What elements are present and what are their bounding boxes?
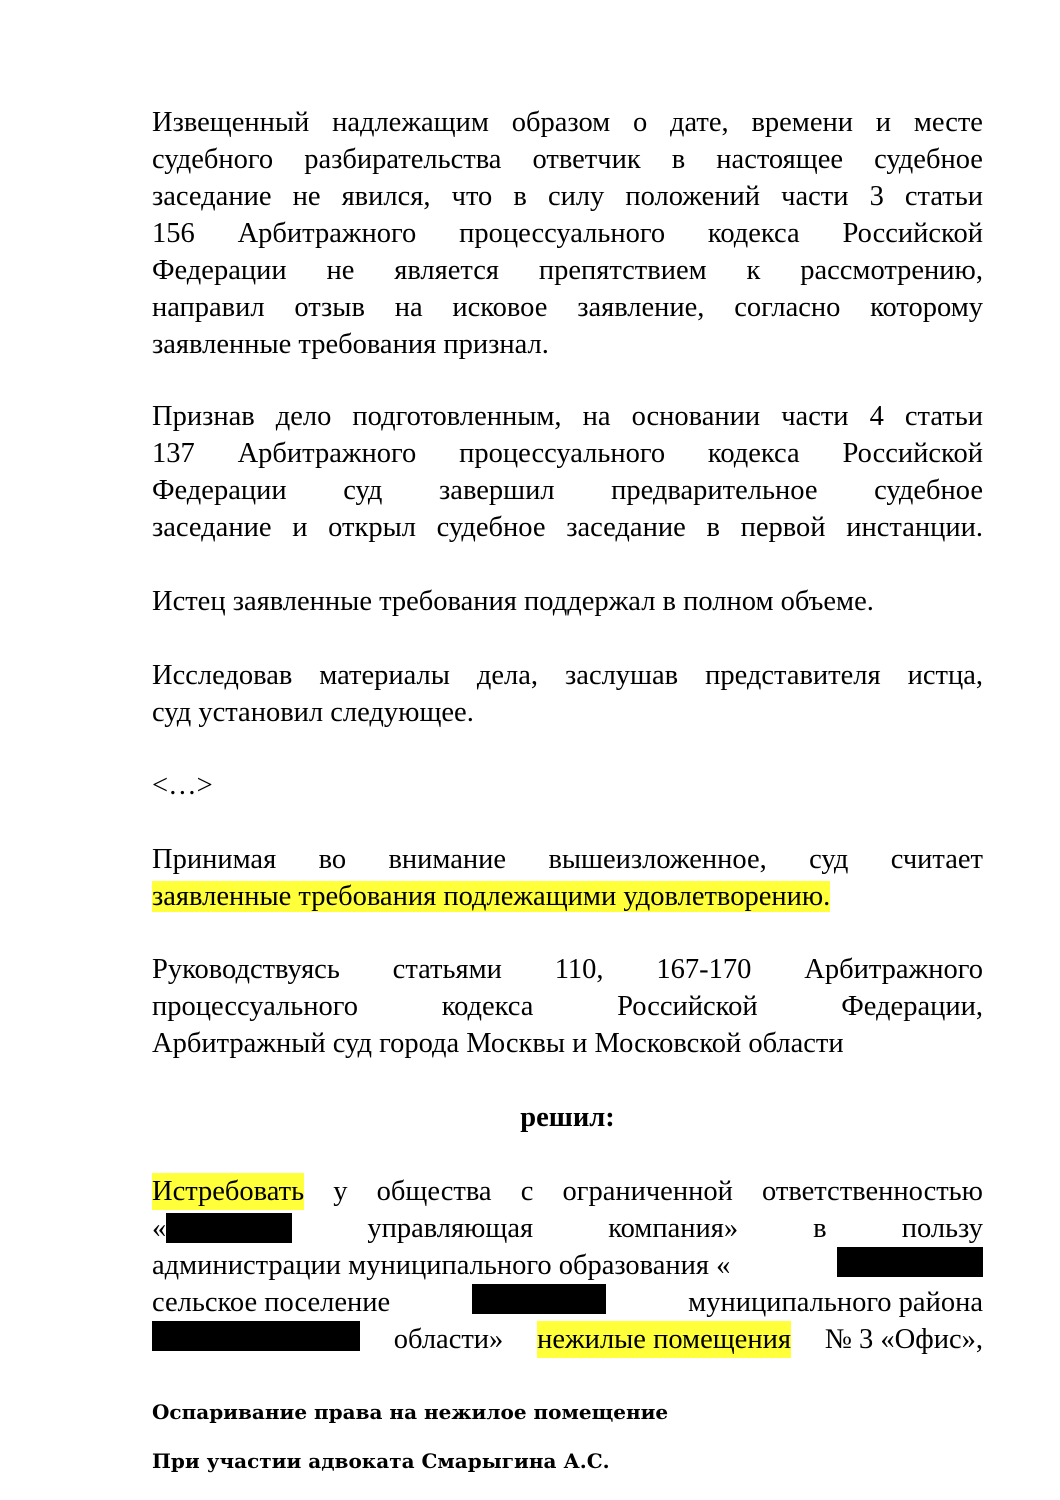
word: внимание [388,844,507,875]
highlighted-text: заявленные требования подлежащими удовлетворению. [152,881,831,912]
redaction-block [472,1284,606,1314]
word: инстанции. [846,512,983,543]
word: Федерации [152,255,287,286]
word: отзыв [294,292,365,323]
word: Арбитражного [237,218,417,249]
word: с [520,1176,534,1207]
paragraph-defendant-notice [152,104,983,363]
word: согласно [734,292,841,323]
word: заседание [152,181,272,212]
redaction-block [152,1321,360,1351]
word: статьи [904,401,983,432]
text-line [152,841,983,878]
text-line [152,104,983,141]
word: Арбитражного [237,438,417,469]
text-line [152,1210,983,1247]
highlighted-text: Истребовать [152,1173,304,1210]
word: Российской [842,218,983,249]
word: Извещенный [152,107,310,138]
text-segment: муниципального района [688,1287,983,1318]
paragraph-plaintiff-support [152,583,983,620]
paragraph-guided-by [152,951,983,1062]
word: статьями [392,954,502,985]
word: положений [625,181,761,212]
word: процессуального [459,438,666,469]
text-segment: администрации муниципального образования « [152,1250,731,1281]
text-line: заявленные требования признал. [152,329,549,360]
word: 4 [869,401,884,432]
word: Федерации [152,475,287,506]
word: первой [740,512,826,543]
ellipsis-text: <…> [152,770,213,801]
text-line [152,178,983,215]
word: суд [343,475,383,506]
word: суд [809,844,849,875]
word: кодекса [441,991,534,1022]
word: Руководствуясь [152,954,340,985]
word: и [875,107,892,138]
word: Признав [152,401,255,432]
text-line [152,472,983,509]
text-segment: компания» [608,1213,739,1244]
text-line [152,398,983,435]
word: судебного [152,144,274,175]
highlighted-text: нежилые помещения [537,1321,791,1358]
text-line: Истец заявленные требования поддержал в полном объеме. [152,586,874,617]
redaction-block [837,1247,983,1277]
word: Федерации, [841,991,983,1022]
word: не [326,255,355,286]
omission-marker [152,767,983,804]
paragraph-court-established [152,657,983,731]
word: образом [511,107,611,138]
text-line [152,141,983,178]
word: предварительное [611,475,818,506]
word: о [632,107,648,138]
word: заседание [566,512,686,543]
text-line [152,878,983,915]
word: препятствием [538,255,707,286]
text-line [152,1247,983,1284]
word: исковое [452,292,548,323]
text-segment: области» [393,1324,504,1355]
word: на [394,292,423,323]
word: заявление, [577,292,705,323]
word: и [292,512,308,543]
decision-heading [152,1099,983,1136]
word: дела, [476,660,539,691]
word: процессуального [459,218,666,249]
word: заседание [152,512,272,543]
word: ответственностью [761,1176,983,1207]
text-segment: сельское поселение [152,1287,391,1318]
word: части [781,181,849,212]
word: в [671,144,686,175]
word: Принимая [152,844,277,875]
word: статьи [904,181,983,212]
word: заслушав [565,660,679,691]
word: представителя [705,660,881,691]
word: силу [547,181,605,212]
word: времени [751,107,853,138]
word: является [394,255,499,286]
text-line [152,1173,983,1210]
word: разбирательства [304,144,502,175]
word: что [451,181,493,212]
word: ограниченной [562,1176,733,1207]
text-line [152,252,983,289]
word: Арбитражного [804,954,983,985]
text-line [152,289,983,326]
word: подготовленным, [352,401,562,432]
word: кодекса [707,218,800,249]
word: 137 [152,438,195,469]
word: Российской [617,991,758,1022]
word: 3 [869,181,884,212]
word: у [333,1176,348,1207]
word: кодекса [707,438,800,469]
word: судебное [874,144,983,175]
text-line [152,435,983,472]
word: Исследовав [152,660,293,691]
text-line [152,988,983,1025]
word: основании [631,401,761,432]
word: 156 [152,218,195,249]
word: к [746,255,761,286]
word: направил [152,292,265,323]
word: ответчик [532,144,641,175]
paragraph-reclaim [152,1173,983,1358]
word: 110, [554,954,604,985]
word: в [513,181,527,212]
word: части [781,401,849,432]
redaction-block [166,1213,292,1243]
word: явился, [341,181,431,212]
decision-heading-text: решил: [520,1102,615,1133]
word: надлежащим [332,107,489,138]
word: на [582,401,611,432]
word: 167-170 [656,954,752,985]
text-line [152,951,983,988]
text-segment: пользу [901,1213,983,1244]
paragraph-conclusion [152,841,983,915]
word: в [706,512,720,543]
text-line [152,509,983,546]
word: материалы [319,660,450,691]
word: процессуального [152,991,359,1022]
text-line [152,657,983,694]
word: считает [890,844,983,875]
word: общества [376,1176,492,1207]
word: судебное [436,512,546,543]
word: дело [275,401,332,432]
text-segment: в [813,1213,827,1244]
text-segment: « [152,1213,167,1244]
paragraph-case-prepared [152,398,983,546]
text-line [152,1321,983,1358]
text-segment: управляющая [367,1213,534,1244]
text-line [152,215,983,252]
footer-topic: Оспаривание права на нежилое помещение [152,1400,669,1424]
word: истца, [907,660,983,691]
word: вышеизложенное, [548,844,767,875]
text-line [152,1284,983,1321]
word: рассмотрению, [800,255,983,286]
word: месте [913,107,983,138]
word: открыл [328,512,416,543]
word: судебное [874,475,983,506]
word: не [292,181,321,212]
word: дате, [670,107,729,138]
word: которому [870,292,983,323]
word: во [318,844,347,875]
text-segment: № 3 «Офис», [824,1324,983,1355]
text-line: Арбитражный суд города Москвы и Московской области [152,1028,844,1059]
word: настоящее [716,144,843,175]
word: завершил [439,475,555,506]
text-line: суд установил следующее. [152,697,474,728]
footer-attorney: При участии адвоката Смарыгина А.С. [152,1449,610,1473]
word: Российской [842,438,983,469]
